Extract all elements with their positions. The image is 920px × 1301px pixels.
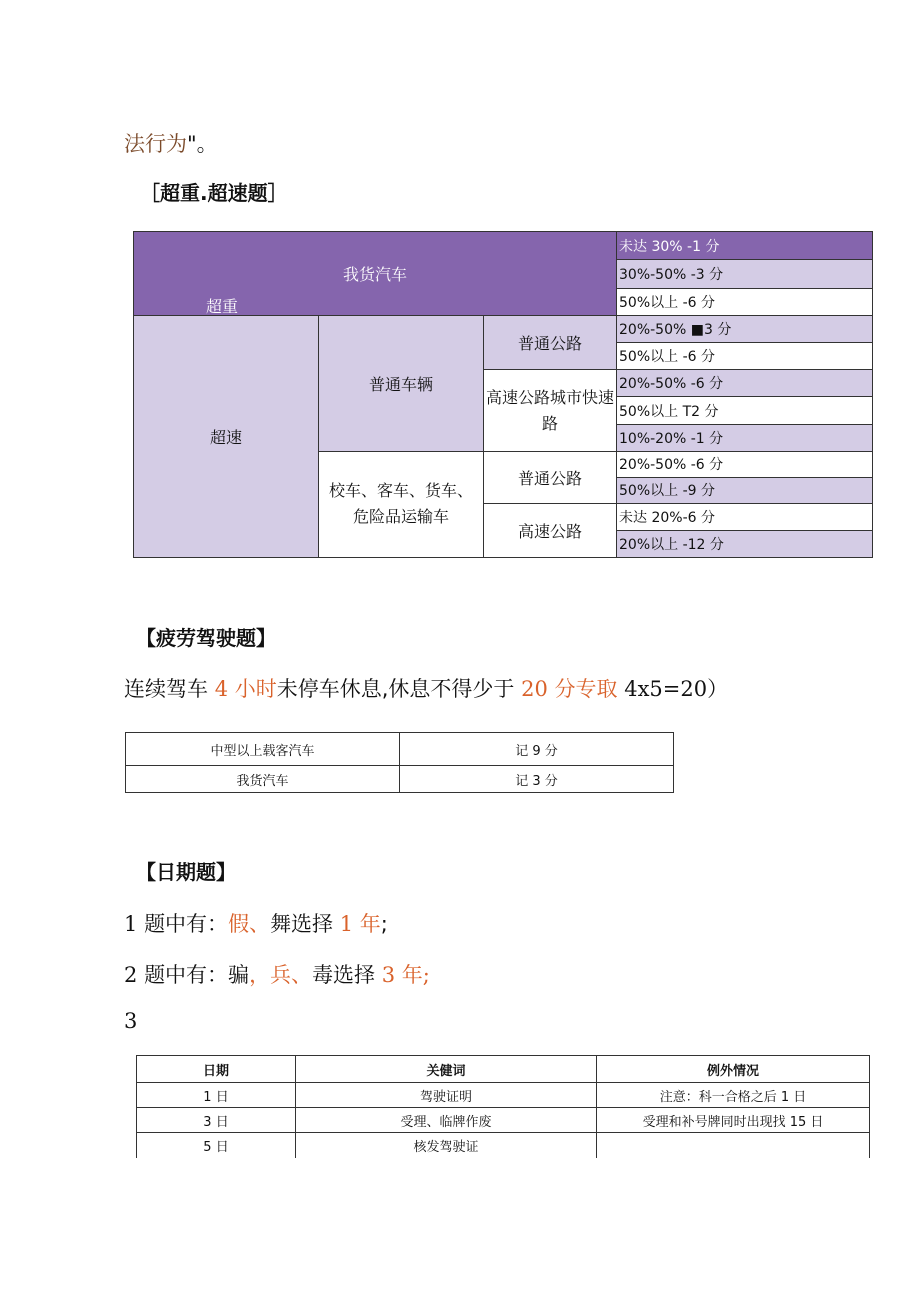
fatigue-part1: 连续驾车 [124,677,208,701]
normal-road-row: 50%以上 -6 分 [617,343,873,370]
line1-years: 1 年 [339,912,381,936]
special-normal-road-label: 普通公路 [484,451,617,503]
highway-row: 10%-20% -1 分 [617,424,873,451]
highway-row: 20%-50% -6 分 [617,370,873,397]
line1-pre: 题中有： [144,912,229,936]
special-vehicle-label: 校车、客车、货车、危险品运输车 [319,451,484,557]
special-normal-row: 50%以上 -9 分 [617,477,873,503]
keyword-cell: 受理、临牌作废 [296,1108,597,1133]
truck-label: 我货汽车 [343,265,408,284]
speeding-label: 超速 [134,316,319,558]
table-row [137,1133,870,1158]
fatigue-table [125,732,674,793]
table-row [126,733,674,766]
intro-text: 法行为 [124,132,187,156]
line2-words: ，兵、 [249,963,313,987]
table-row [137,1083,870,1108]
keyword-cell: 驾驶证明 [296,1083,597,1108]
normal-vehicle-label: 普通车辆 [319,316,484,451]
line1-mid: 舞选择 [270,912,334,936]
date-line-2 [124,959,430,989]
section-heading-date: 【日期题】 [136,860,236,884]
exception-cell [597,1133,870,1158]
fatigue-part2: 未停车休息,休息不得少于 [276,677,515,701]
line1-words: 假、 [228,912,271,936]
overload-row: 未达 30% -1 分 [617,232,873,260]
highway-urban-label: 高速公路城市快速路 [484,370,617,451]
line2-mid: 毒选择 [312,963,376,987]
fatigue-sentence [124,673,728,703]
fatigue-hours: 4 小时 [214,677,277,701]
overload-cell [134,232,617,316]
header-date: 日期 [137,1056,296,1083]
line2-years: 3 年; [381,963,430,987]
highway-row: 50%以上 T2 分 [617,397,873,424]
line2-num: 2 [124,963,138,987]
points-cell: 记 9 分 [400,733,674,766]
fatigue-part3: 4x5=20） [624,677,729,701]
line2-pre: 题中有：骗 [144,963,250,987]
table-row [126,766,674,793]
exception-cell: 注意：科一合格之后 1 日 [597,1083,870,1108]
line1-end: ; [380,912,388,936]
date-cell: 1 日 [137,1083,296,1108]
keyword-cell: 核发驾驶证 [296,1133,597,1158]
fatigue-minutes: 20 分专取 [521,677,618,701]
table-row [137,1108,870,1133]
section-heading-fatigue: 【疲劳驾驶题】 [136,626,276,650]
header-exception: 例外情况 [597,1056,870,1083]
intro-line [124,128,218,158]
overload-speeding-table [133,231,873,558]
normal-road-row: 20%-50% ■3 分 [617,316,873,343]
date-table [136,1055,870,1158]
special-highway-row: 未达 20%-6 分 [617,503,873,530]
points-cell: 记 3 分 [400,766,674,793]
date-line-1 [124,908,388,938]
overload-row: 30%-50% -3 分 [617,260,873,289]
vehicle-type-cell: 中型以上载客汽车 [126,733,400,766]
date-cell: 3 日 [137,1108,296,1133]
table-header-row [137,1056,870,1083]
normal-road-label: 普通公路 [484,316,617,370]
special-highway-row: 20%以上 -12 分 [617,530,873,557]
special-highway-label: 高速公路 [484,503,617,557]
date-line-3: 3 [124,1009,138,1033]
exception-cell: 受理和补号牌同时出现找 15 日 [597,1108,870,1133]
date-cell: 5 日 [137,1133,296,1158]
intro-suffix: "。 [187,132,218,156]
line1-num: 1 [124,912,138,936]
overload-row: 50%以上 -6 分 [617,289,873,316]
header-keyword: 关健词 [296,1056,597,1083]
special-normal-row: 20%-50% -6 分 [617,451,873,477]
overload-label: 超重 [206,297,239,316]
section-heading-overload: ［超重.超速题］ [140,181,288,205]
vehicle-type-cell: 我货汽车 [126,766,400,793]
